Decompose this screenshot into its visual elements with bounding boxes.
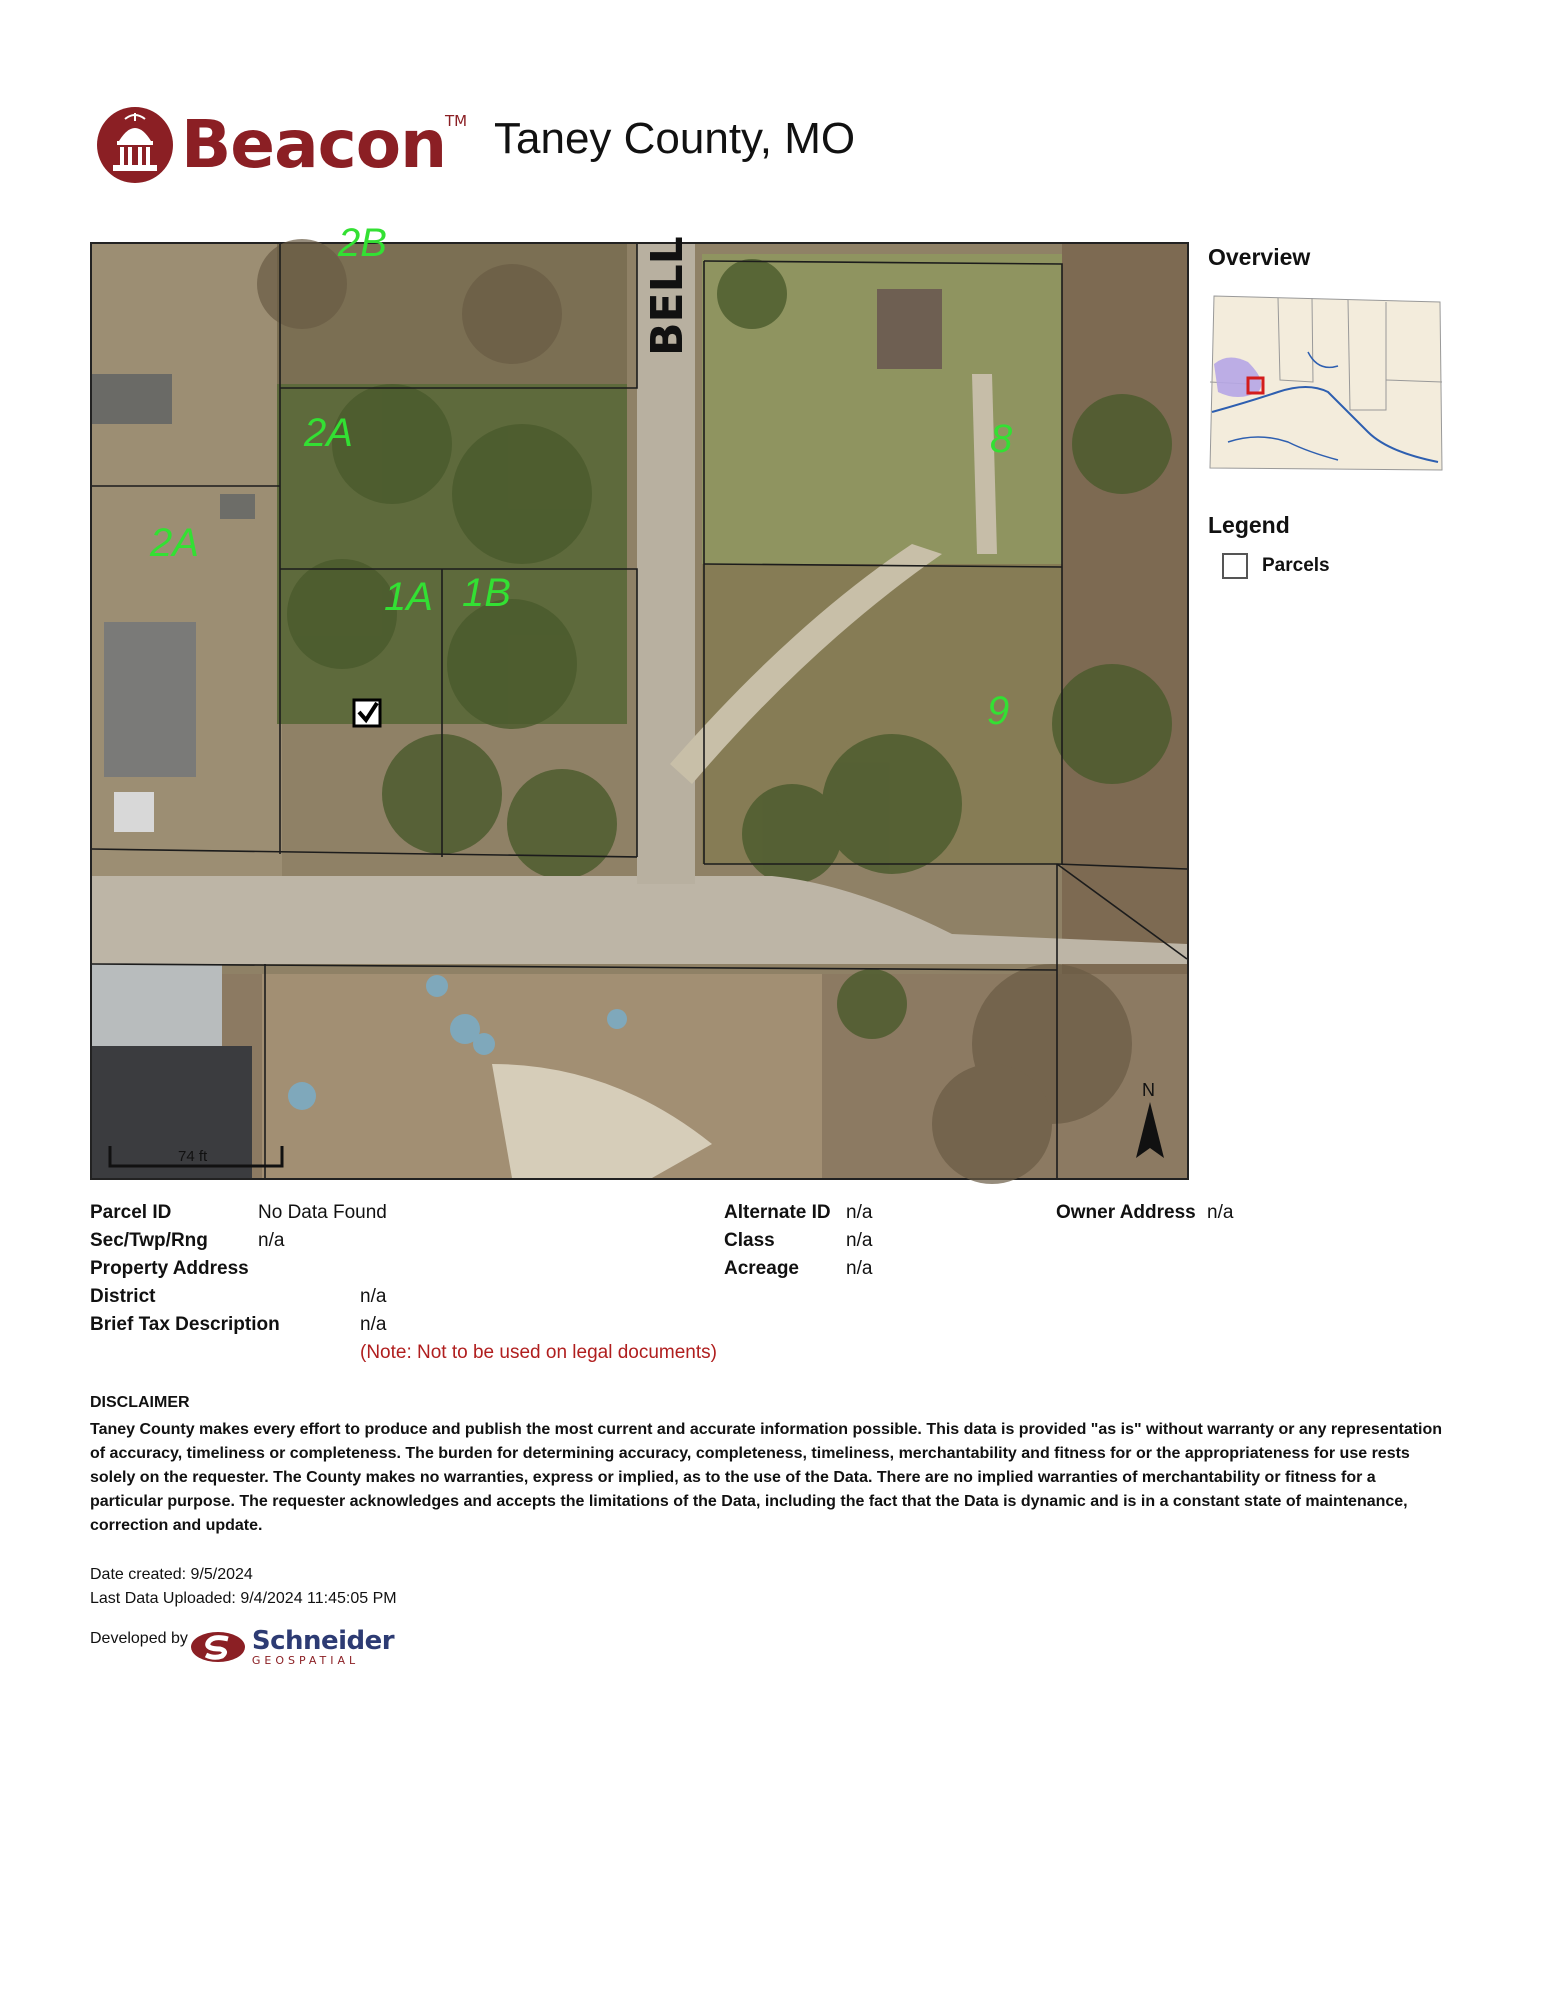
date-created: Date created: 9/5/2024 — [90, 1566, 253, 1583]
beacon-logo — [95, 100, 468, 190]
parcel-label: 1A — [384, 575, 433, 619]
parcel-id-value: No Data Found — [258, 1202, 387, 1223]
district-label: District — [90, 1286, 156, 1307]
brand-name: Beacon — [181, 106, 447, 183]
brief-tax-description-label: Brief Tax Description — [90, 1314, 280, 1335]
capitol-dome-icon — [95, 105, 175, 185]
property-address-label: Property Address — [90, 1258, 249, 1279]
acreage-label: Acreage — [724, 1258, 799, 1279]
parcel-id-label: Parcel ID — [90, 1202, 172, 1223]
legend-item-parcels — [1222, 553, 1330, 579]
overview-title: Overview — [1208, 244, 1311, 270]
aerial-map-image — [92, 221, 1187, 1178]
parcel-label: 2A — [304, 411, 353, 455]
developer-name: Schneider — [251, 1626, 395, 1656]
alternate-id-value: n/a — [846, 1202, 873, 1223]
overview-map[interactable] — [1208, 292, 1448, 470]
legend-title: Legend — [1208, 512, 1290, 538]
page-title: Taney County, MO — [494, 114, 856, 163]
trademark: TM — [445, 112, 468, 130]
class-label: Class — [724, 1230, 775, 1251]
brief-tax-description-value: n/a — [360, 1314, 387, 1335]
developer-subtitle: GEOSPATIAL — [251, 1654, 360, 1667]
schneider-s-icon — [190, 1631, 246, 1663]
parcel-label: 9 — [987, 689, 1010, 733]
last-data-uploaded: Last Data Uploaded: 9/4/2024 11:45:05 PM — [90, 1590, 397, 1607]
parcel-label: 2B — [338, 221, 387, 265]
svg-text:N: N — [1142, 1080, 1155, 1100]
district-value: n/a — [360, 1286, 387, 1307]
selected-parcel-marker — [354, 700, 380, 726]
parcel-map[interactable] — [90, 221, 1189, 1180]
acreage-value: n/a — [846, 1258, 873, 1279]
scale-label: 74 ft — [178, 1148, 208, 1165]
schneider-logo[interactable] — [190, 1628, 394, 1666]
class-value: n/a — [846, 1230, 873, 1251]
parcel-label: 1B — [462, 571, 511, 615]
alternate-id-label: Alternate ID — [724, 1202, 831, 1223]
disclaimer-text: Taney County makes every effort to produce and publish the most current and accurate information possible. This data is provided "as is" without warranty or any representation of accuracy, timeliness or completeness. The burden for determining accuracy, completeness, timeliness, merchantability and fitness for or the appropriateness for use rests solely on the requester. The County makes no warranties, express or implied, as to the use of the Data. There are no implied warranties of merchantability or fitness for a particular purpose. The requester acknowledges and accepts the limitations of the Data, including the fact that the Data is dynamic and is in a constant state of maintenance, correction and update. — [90, 1421, 1443, 1534]
developed-by-label: Developed by — [90, 1630, 188, 1647]
sec-twp-rng-label: Sec/Twp/Rng — [90, 1230, 208, 1251]
owner-address-label: Owner Address — [1056, 1202, 1196, 1223]
developer-credit — [90, 1626, 395, 1667]
disclaimer-heading: DISCLAIMER — [90, 1394, 190, 1411]
legal-note: (Note: Not to be used on legal documents) — [360, 1342, 717, 1363]
parcel-label: 8 — [990, 417, 1013, 461]
legend-item-label: Parcels — [1262, 555, 1330, 576]
parcel-label: 2A — [150, 521, 199, 565]
street-label: BELL — [642, 236, 693, 356]
owner-address-value: n/a — [1207, 1202, 1234, 1223]
parcels-swatch — [1222, 553, 1248, 579]
sec-twp-rng-value: n/a — [258, 1230, 285, 1251]
